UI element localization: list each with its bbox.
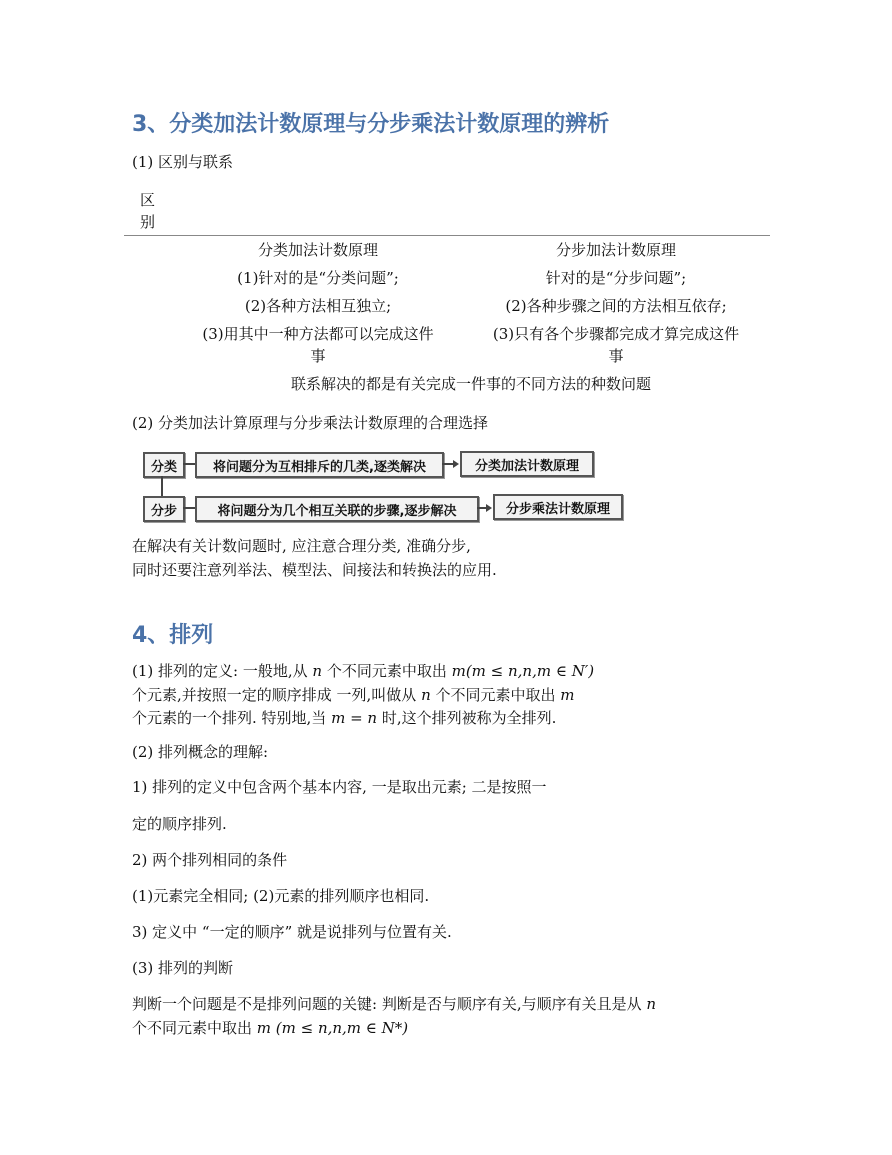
col1-item: (1)针对的是“分类问题”; <box>237 269 399 287</box>
col2-item: (3)只有各个步骤都完成才算完成这件 <box>492 325 740 343</box>
arrow-icon <box>486 504 492 512</box>
table-rule <box>124 235 770 236</box>
section-3-heading: 3、分类加法计数原理与分步乘法计数原理的辨析 <box>132 112 610 137</box>
paragraph: (2) 排列概念的理解: <box>132 743 269 761</box>
relation-text: 联系解决的都是有关完成一件事的不同方法的种数问题 <box>290 375 651 393</box>
box-fenbu: 分步 <box>143 496 185 522</box>
connector-vertical <box>161 476 163 496</box>
box-result-fenlei: 分类加法计数原理 <box>460 451 594 477</box>
subheading-distinction: (1) 区别与联系 <box>132 153 234 171</box>
box-desc-fenbu: 将问题分为几个相互关联的步骤,逐步解决 <box>195 496 479 522</box>
col2-item: 针对的是“分步问题”; <box>545 269 687 287</box>
col2-item: 事 <box>608 347 624 365</box>
col2-item: (2)各种步骤之间的方法相互依存; <box>505 297 727 315</box>
row-label-1: 区 <box>140 191 156 209</box>
paragraph: (3) 排列的判断 <box>132 959 234 977</box>
definition-line-2: 个元素,并按照一定的顺序排成 一列,叫做从 n 个不同元素中取出 m <box>132 686 575 704</box>
judgement-line-2: 个不同元素中取出 m (m ≤ n,n,m ∈ N*) <box>132 1019 409 1037</box>
paragraph: 定的顺序排列. <box>132 815 227 833</box>
definition-line-1: (1) 排列的定义: 一般地,从 n 个不同元素中取出 m(m ≤ n,n,m ∈ N′) <box>132 662 595 680</box>
judgement-line-1: 判断一个问题是不是排列问题的关键: 判断是否与顺序有关,与顺序有关且是从 n <box>132 995 657 1013</box>
box-result-fenbu: 分步乘法计数原理 <box>493 494 623 520</box>
col2-header: 分步加法计数原理 <box>555 241 676 259</box>
box-desc-fenlei: 将问题分为互相排斥的几类,逐类解决 <box>195 452 444 478</box>
paragraph: 1) 排列的定义中包含两个基本内容, 一是取出元素; 二是按照一 <box>132 778 547 796</box>
connector <box>183 463 195 465</box>
section-4-heading: 4、排列 <box>132 623 214 648</box>
paragraph: 3) 定义中 “一定的顺序” 就是说排列与位置有关. <box>132 923 452 941</box>
paragraph: 2) 两个排列相同的条件 <box>132 851 288 869</box>
paragraph: (1)元素完全相同; (2)元素的排列顺序也相同. <box>132 887 430 905</box>
connector <box>183 507 195 509</box>
col1-item: (2)各种方法相互独立; <box>244 297 392 315</box>
col1-header: 分类加法计数原理 <box>257 241 378 259</box>
row-label-2: 别 <box>140 213 156 231</box>
subheading-choice: (2) 分类加法计算原理与分步乘法计数原理的合理选择 <box>132 414 489 432</box>
col1-item: 事 <box>310 347 326 365</box>
note-line-2: 同时还要注意列举法、模型法、间接法和转换法的应用. <box>132 561 497 579</box>
definition-line-3: 个元素的一个排列. 特别地,当 m = n 时,这个排列被称为全排列. <box>132 709 557 727</box>
note-line-1: 在解决有关计数问题时, 应注意合理分类, 准确分步, <box>132 537 471 555</box>
box-fenlei: 分类 <box>143 452 185 478</box>
col1-item: (3)用其中一种方法都可以完成这件 <box>202 325 434 343</box>
arrow-icon <box>453 460 459 468</box>
